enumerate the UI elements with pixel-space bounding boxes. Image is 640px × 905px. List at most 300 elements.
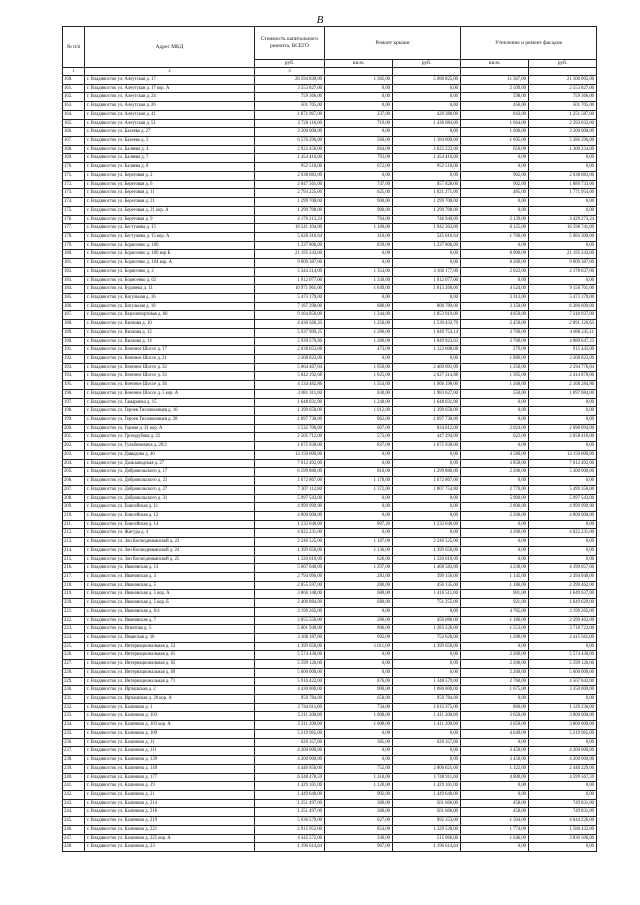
- row-number: 223.: [63, 625, 85, 634]
- row-number: 190.: [63, 337, 85, 346]
- table-row: [63, 599, 597, 608]
- row-roof-cost: 0,00: [393, 293, 461, 302]
- row-address: г. Владивосток ул. Интернациональная д. 71: [85, 677, 255, 686]
- row-facade-cost: 0,00: [529, 477, 597, 486]
- row-address: г. Владивосток ул. Добровольского д. 17: [85, 468, 255, 477]
- row-facade-area: 279,00: [461, 346, 529, 355]
- row-address: г. Владивосток ул. Добровольского д. 23: [85, 477, 255, 486]
- unit-facade-sqm: кв.м.: [461, 60, 529, 68]
- row-facade-area: 4 580,00: [461, 450, 529, 459]
- row-roof-area: 1 050,00: [325, 363, 393, 372]
- row-roof-area: 627,00: [325, 817, 393, 826]
- row-roof-cost: 1 080 000,00: [393, 686, 461, 695]
- row-facade-cost: 5 499 358,00: [529, 485, 597, 494]
- row-address: г. Владивосток ул. Интернациональная д. 61: [85, 651, 255, 660]
- table-row: [63, 433, 597, 442]
- row-roof-area: 560,00: [325, 137, 393, 146]
- row-total-cost: 10 971 961,00: [255, 285, 325, 294]
- row-address: г. Владивосток ул. Калинина д. 177: [85, 773, 255, 782]
- table-row: [63, 747, 597, 756]
- row-number: 166.: [63, 128, 85, 137]
- row-total-cost: 1 320 610,00: [255, 555, 325, 564]
- row-roof-area: 719,00: [325, 119, 393, 128]
- row-total-cost: 1 648 031,00: [255, 398, 325, 407]
- table-row: [63, 198, 597, 207]
- row-number: 181.: [63, 259, 85, 268]
- row-roof-area: 1 280,00: [325, 337, 393, 346]
- row-roof-area: 0,00: [325, 529, 393, 538]
- row-facade-cost: 1 300 234,00: [529, 145, 597, 154]
- row-facade-cost: 1 649 637,00: [529, 590, 597, 599]
- row-address: г. Владивосток ул. Борисенко д. 62: [85, 276, 255, 285]
- row-total-cost: 1 399 650,00: [255, 407, 325, 416]
- row-roof-cost: 800 789,00: [393, 302, 461, 311]
- row-total-cost: 1 399 650,00: [255, 546, 325, 555]
- row-facade-area: 3 650,00: [461, 721, 529, 730]
- row-facade-area: 0,00: [461, 276, 529, 285]
- row-number: 200.: [63, 424, 85, 433]
- row-roof-cost: 0,00: [393, 102, 461, 111]
- row-roof-area: 752,00: [325, 764, 393, 773]
- col-header-total-cost: Стоимость капитального ремонта, ВСЕГО: [255, 27, 325, 60]
- row-number: 218.: [63, 581, 85, 590]
- row-total-cost: 3 728 116,00: [255, 119, 325, 128]
- row-total-cost: 2 744 611,00: [255, 703, 325, 712]
- row-facade-area: 6 125,00: [461, 224, 529, 233]
- row-number: 192.: [63, 355, 85, 364]
- row-roof-cost: 0,00: [393, 660, 461, 669]
- row-facade-area: 2 139,00: [461, 215, 529, 224]
- unit-roof-sqm: кв.м.: [325, 60, 393, 68]
- col-index-2: 2: [85, 68, 255, 76]
- row-roof-area: 902,00: [325, 790, 393, 799]
- row-facade-area: 650,00: [461, 145, 529, 154]
- row-number: 230.: [63, 686, 85, 695]
- row-total-cost: 501 705,00: [255, 102, 325, 111]
- row-roof-cost: 0,00: [393, 668, 461, 677]
- row-total-cost: 28 594 830,00: [255, 76, 325, 85]
- row-roof-cost: 501 666,00: [393, 799, 461, 808]
- row-roof-area: 0,00: [325, 450, 393, 459]
- row-address: г. Владивосток ул. Ивановская д. 3: [85, 572, 255, 581]
- row-total-cost: 1 671 967,00: [255, 110, 325, 119]
- row-total-cost: 6 348 478,59: [255, 773, 325, 782]
- row-number: 213.: [63, 538, 85, 547]
- row-roof-cost: 0,00: [393, 529, 461, 538]
- row-facade-cost: 0,00: [529, 407, 597, 416]
- row-address: г. Владивосток ул. Бахеева д. 3: [85, 137, 255, 146]
- table-row: [63, 520, 597, 529]
- row-roof-area: 680,00: [325, 599, 393, 608]
- row-facade-cost: 21 195 243,00: [529, 250, 597, 259]
- row-facade-cost: 6 386 609,00: [529, 302, 597, 311]
- row-total-cost: 5 064 467,04: [255, 363, 325, 372]
- row-facade-area: 1 200,00: [461, 634, 529, 643]
- row-total-cost: 7 187 398,00: [255, 302, 325, 311]
- row-address: г. Владивосток ул. Борисенко д. 100: [85, 241, 255, 250]
- row-total-cost: 2 847 561,00: [255, 180, 325, 189]
- row-number: 233.: [63, 712, 85, 721]
- row-facade-cost: 0,00: [529, 398, 597, 407]
- row-address: г. Владивосток ул. Вилкова д. 12: [85, 328, 255, 337]
- col-index-1: 1: [63, 68, 85, 76]
- row-address: г. Владивосток ул. Алеутская д. 24: [85, 93, 255, 102]
- row-facade-area: 0,00: [461, 416, 529, 425]
- row-number: 184.: [63, 285, 85, 294]
- row-facade-cost: 2 399 462,00: [529, 616, 597, 625]
- row-roof-cost: 1 983 627,00: [393, 389, 461, 398]
- table-row: [63, 320, 597, 329]
- table-row: [63, 712, 597, 721]
- table-row: [63, 651, 597, 660]
- row-roof-area: 0,00: [325, 250, 393, 259]
- row-number: 205.: [63, 468, 85, 477]
- row-total-cost: 4 446 850,00: [255, 764, 325, 773]
- row-facade-cost: 0,00: [529, 206, 597, 215]
- row-facade-area: 11 367,00: [461, 76, 529, 85]
- col-index-3: 3: [255, 68, 325, 76]
- row-total-cost: 5 574 430,00: [255, 651, 325, 660]
- row-number: 191.: [63, 346, 85, 355]
- row-facade-area: 2 200,00: [461, 468, 529, 477]
- row-total-cost: 952 518,00: [255, 163, 325, 172]
- table-row: [63, 398, 597, 407]
- row-roof-cost: 0,00: [393, 494, 461, 503]
- table-row: [63, 416, 597, 425]
- row-total-cost: 3 268 023,00: [255, 355, 325, 364]
- row-facade-area: 901,00: [461, 590, 529, 599]
- row-address: г. Владивосток ул. Калинина д. 11: [85, 738, 255, 747]
- row-roof-cost: 0,00: [393, 171, 461, 180]
- row-address: г. Владивосток ул. Давыдова д. 40: [85, 450, 255, 459]
- row-facade-cost: 4 567 843,00: [529, 677, 597, 686]
- row-facade-cost: 3 800 000,00: [529, 721, 597, 730]
- row-roof-area: 680,00: [325, 590, 393, 599]
- row-roof-area: 806,00: [325, 625, 393, 634]
- row-facade-cost: 5 219 965,00: [529, 729, 597, 738]
- row-facade-cost: 3 200 000,00: [529, 128, 597, 137]
- row-facade-cost: 0,00: [529, 843, 597, 852]
- row-facade-cost: 2 698 094,00: [529, 424, 597, 433]
- row-address: г. Владивосток ул. Добровольского д. 31: [85, 494, 255, 503]
- row-facade-area: 0,00: [461, 407, 529, 416]
- row-total-cost: 1 454 416,00: [255, 154, 325, 163]
- row-roof-area: 692,00: [325, 634, 393, 643]
- row-roof-cost: 1 399 650,00: [393, 407, 461, 416]
- row-total-cost: 1 097 730,00: [255, 416, 325, 425]
- row-roof-area: 1 012,00: [325, 407, 393, 416]
- row-number: 185.: [63, 293, 85, 302]
- row-roof-cost: 501 666,00: [393, 808, 461, 817]
- row-roof-area: 734,00: [325, 703, 393, 712]
- row-total-cost: 2 855 597,00: [255, 581, 325, 590]
- row-roof-area: 385,00: [325, 738, 393, 747]
- row-facade-area: 2 022,00: [461, 267, 529, 276]
- row-address: г. Владивосток ул. Береговая д. 21: [85, 198, 255, 207]
- row-address: г. Владивосток ул. Береговая д. 9: [85, 215, 255, 224]
- row-facade-area: 1 664,00: [461, 119, 529, 128]
- table-row: [63, 634, 597, 643]
- row-roof-area: 1 297,00: [325, 564, 393, 573]
- table-row: [63, 171, 597, 180]
- row-number: 231.: [63, 695, 85, 704]
- row-number: 245.: [63, 817, 85, 826]
- row-address: г. Владивосток ул. Калинина д. 103: [85, 712, 255, 721]
- row-roof-cost: 0,00: [393, 84, 461, 93]
- row-facade-cost: 4 999 999,90: [529, 503, 597, 512]
- row-roof-area: 0,00: [325, 355, 393, 364]
- table-row: [63, 686, 597, 695]
- row-number: 182.: [63, 267, 85, 276]
- row-facade-area: 0,00: [461, 546, 529, 555]
- row-address: г. Владивосток ул. Военное Шоссе д. 17: [85, 346, 255, 355]
- row-total-cost: 5 042 192,68: [255, 372, 325, 381]
- row-total-cost: 2 400 884,00: [255, 599, 325, 608]
- table-row: [63, 137, 597, 146]
- table-row: [63, 564, 597, 573]
- table-row: [63, 817, 597, 826]
- row-total-cost: 2 038 083,00: [255, 171, 325, 180]
- row-roof-area: 839,00: [325, 241, 393, 250]
- row-facade-cost: 4 044 226,00: [529, 817, 597, 826]
- row-total-cost: 5 473 179,00: [255, 293, 325, 302]
- row-roof-cost: 1 416 511,00: [393, 590, 461, 599]
- row-number: 248.: [63, 843, 85, 852]
- row-roof-area: 900,00: [325, 198, 393, 207]
- unit-roof-rub: руб.: [393, 60, 461, 68]
- row-roof-cost: 0,00: [393, 756, 461, 765]
- row-roof-cost: 0,00: [393, 355, 461, 364]
- table-row: [63, 660, 597, 669]
- row-total-cost: 12 150 000,00: [255, 450, 325, 459]
- row-facade-area: 1 880,00: [461, 355, 529, 364]
- row-number: 177.: [63, 224, 85, 233]
- row-facade-area: 2 200,00: [461, 668, 529, 677]
- row-roof-cost: 0,00: [393, 503, 461, 512]
- row-roof-area: 473,00: [325, 346, 393, 355]
- table-row: [63, 773, 597, 782]
- row-facade-area: 1 186,00: [461, 581, 529, 590]
- row-address: г. Владивосток ул. Дальзаводская д. 27: [85, 459, 255, 468]
- row-facade-area: 1 268,00: [461, 381, 529, 390]
- table-row: [63, 607, 597, 616]
- row-roof-cost: 0,00: [393, 651, 461, 660]
- row-facade-cost: 759 366,00: [529, 93, 597, 102]
- row-facade-cost: 0,00: [529, 442, 597, 451]
- row-roof-area: 0,00: [325, 651, 393, 660]
- table-row: [63, 442, 597, 451]
- table-row: [63, 808, 597, 817]
- table-row: [63, 503, 597, 512]
- table-row: [63, 729, 597, 738]
- table-row: [63, 206, 597, 215]
- row-facade-area: 3 450,00: [461, 747, 529, 756]
- row-address: г. Владивосток ул. Вилкова д. 14: [85, 337, 255, 346]
- table-row: [63, 529, 597, 538]
- row-facade-area: 0,00: [461, 398, 529, 407]
- row-address: г. Владивосток ул. Алеутская д. 26: [85, 102, 255, 111]
- row-total-cost: 5 937 999,25: [255, 328, 325, 337]
- row-address: г. Владивосток ул. Енисейская д. 12: [85, 511, 255, 520]
- row-address: г. Владивосток ул. Военное Шоссе д. 5 кор. А: [85, 389, 255, 398]
- row-facade-area: 0,00: [461, 520, 529, 529]
- row-address: г. Владивосток ул. Калинина д. 111: [85, 747, 255, 756]
- row-address: г. Владивосток ул. Вагульная д. 16: [85, 293, 255, 302]
- row-roof-area: 837,00: [325, 442, 393, 451]
- row-roof-area: 1 354,00: [325, 267, 393, 276]
- row-facade-cost: 5 300 000,00: [529, 468, 597, 477]
- row-total-cost: 4 999 999,90: [255, 503, 325, 512]
- table-row: [63, 555, 597, 564]
- row-roof-area: 0,00: [325, 171, 393, 180]
- table-row: [63, 799, 597, 808]
- table-row: [63, 93, 597, 102]
- row-number: 202.: [63, 442, 85, 451]
- row-facade-area: 485,00: [461, 189, 529, 198]
- row-address: г. Владивосток ул. Калинина д. 219: [85, 817, 255, 826]
- table-row: [63, 363, 597, 372]
- row-facade-cost: 0,00: [529, 416, 597, 425]
- row-total-cost: 3 200 000,00: [255, 128, 325, 137]
- table-row: [63, 250, 597, 259]
- row-facade-cost: 5 083 300,00: [529, 232, 597, 241]
- row-address: г. Владивосток ул. Военное Шоссе д. 21: [85, 355, 255, 364]
- row-number: 220.: [63, 599, 85, 608]
- row-facade-cost: 1 129 236,00: [529, 703, 597, 712]
- row-roof-cost: 420 380,00: [393, 110, 461, 119]
- table-row: [63, 293, 597, 302]
- row-roof-cost: 0,00: [393, 259, 461, 268]
- row-facade-area: 3 858,00: [461, 459, 529, 468]
- row-roof-cost: 751 255,00: [393, 599, 461, 608]
- row-roof-cost: 1 849 923,63: [393, 337, 461, 346]
- row-number: 221.: [63, 607, 85, 616]
- row-roof-area: 897,20: [325, 520, 393, 529]
- table-row: [63, 389, 597, 398]
- row-address: г. Владивосток ул. Баляева д. 8: [85, 163, 255, 172]
- row-roof-cost: 1 849 754,14: [393, 328, 461, 337]
- row-address: г. Владивосток ул. Добровольского д. 27: [85, 485, 255, 494]
- row-facade-area: 1 695,00: [461, 137, 529, 146]
- row-total-cost: 5 997 543,00: [255, 494, 325, 503]
- row-facade-area: 1 322,00: [461, 764, 529, 773]
- row-roof-cost: 746 940,00: [393, 215, 461, 224]
- row-roof-area: 680,00: [325, 302, 393, 311]
- row-total-cost: 6 599 880,00: [255, 468, 325, 477]
- row-facade-area: 843,00: [461, 110, 529, 119]
- row-address: г. Владивосток ул. Бурачека д. 11: [85, 285, 255, 294]
- table-row: [63, 843, 597, 852]
- row-roof-area: 625,00: [325, 189, 393, 198]
- row-facade-area: 1 553,00: [461, 625, 529, 634]
- row-number: 186.: [63, 302, 85, 311]
- row-roof-cost: 1 097 730,00: [393, 416, 461, 425]
- row-number: 172.: [63, 180, 85, 189]
- row-roof-area: 0,00: [325, 494, 393, 503]
- table-row: [63, 102, 597, 111]
- table-row: [63, 616, 597, 625]
- row-roof-area: 1 240,00: [325, 398, 393, 407]
- unit-total-rub: руб.: [255, 60, 325, 68]
- row-number: 214.: [63, 546, 85, 555]
- row-roof-cost: 1 237 806,00: [393, 241, 461, 250]
- row-number: 170.: [63, 163, 85, 172]
- row-address: г. Владивосток ул. Ивановская д. 5: [85, 581, 255, 590]
- table-row: [63, 224, 597, 233]
- row-number: 247.: [63, 834, 85, 843]
- row-facade-cost: 3 830 506,00: [529, 834, 597, 843]
- row-facade-area: 458,00: [461, 799, 529, 808]
- row-address: г. Владивосток ул. Ивановская д. 7: [85, 616, 255, 625]
- row-facade-area: 0,00: [461, 477, 529, 486]
- row-total-cost: 5 219 965,00: [255, 729, 325, 738]
- row-address: г. Владивосток ул. Интернациональная д. 69: [85, 668, 255, 677]
- row-roof-cost: 1 329 520,00: [393, 825, 461, 834]
- row-facade-cost: 5 473 179,00: [529, 293, 597, 302]
- row-roof-area: 0,00: [325, 293, 393, 302]
- row-facade-cost: 0,00: [529, 782, 597, 791]
- table-row: [63, 825, 597, 834]
- row-facade-cost: 2 415 561,00: [529, 634, 597, 643]
- row-roof-area: 0,00: [325, 756, 393, 765]
- row-address: г. Владивосток ул. Бестужева д. 15 кор. А: [85, 232, 255, 241]
- row-facade-area: 0,00: [461, 695, 529, 704]
- row-roof-area: 1 382,00: [325, 76, 393, 85]
- row-facade-area: 2 760,00: [461, 677, 529, 686]
- table-row: [63, 538, 597, 547]
- table-row: [63, 721, 597, 730]
- row-total-cost: 629 357,00: [255, 738, 325, 747]
- row-roof-cost: 834 612,00: [393, 424, 461, 433]
- row-address: г. Владивосток ул. Калинина д. 19: [85, 782, 255, 791]
- table-row: [63, 581, 597, 590]
- row-roof-cost: 1 411 200,00: [393, 712, 461, 721]
- row-number: 243.: [63, 799, 85, 808]
- row-roof-cost: 399 156,00: [393, 572, 461, 581]
- row-total-cost: 759 366,00: [255, 93, 325, 102]
- row-total-cost: 5 036 579,00: [255, 817, 325, 826]
- row-number: 203.: [63, 450, 85, 459]
- row-roof-area: 0,00: [325, 459, 393, 468]
- row-roof-area: 1 178,00: [325, 477, 393, 486]
- row-address: г. Владивосток ул. Баляева д. 7: [85, 154, 255, 163]
- row-number: 171.: [63, 171, 85, 180]
- table-row: [63, 76, 597, 85]
- row-number: 209.: [63, 503, 85, 512]
- row-roof-cost: 1 615 375,00: [393, 703, 461, 712]
- row-number: 193.: [63, 363, 85, 372]
- row-facade-cost: 0,00: [529, 163, 597, 172]
- row-total-cost: 6 570 296,00: [255, 137, 325, 146]
- page-letter: B: [316, 14, 324, 26]
- row-roof-area: 0,00: [325, 607, 393, 616]
- row-roof-cost: 0,00: [393, 747, 461, 756]
- row-total-cost: 3 081 311,00: [255, 389, 325, 398]
- row-facade-cost: 0,00: [529, 276, 597, 285]
- row-total-cost: 1 196 614,64: [255, 843, 325, 852]
- row-total-cost: 1 672 867,00: [255, 477, 325, 486]
- row-facade-area: 2 770,00: [461, 485, 529, 494]
- table-row: [63, 834, 597, 843]
- row-roof-area: 0,00: [325, 84, 393, 93]
- row-facade-area: 1 504,00: [461, 817, 529, 826]
- row-total-cost: 7 012 492,00: [255, 459, 325, 468]
- table-row: [63, 328, 597, 337]
- row-facade-cost: 0,00: [529, 198, 597, 207]
- row-address: г. Владивосток ул. Алеутская д. 41: [85, 110, 255, 119]
- row-facade-area: 4 800,00: [461, 773, 529, 782]
- row-roof-area: 1 372,00: [325, 485, 393, 494]
